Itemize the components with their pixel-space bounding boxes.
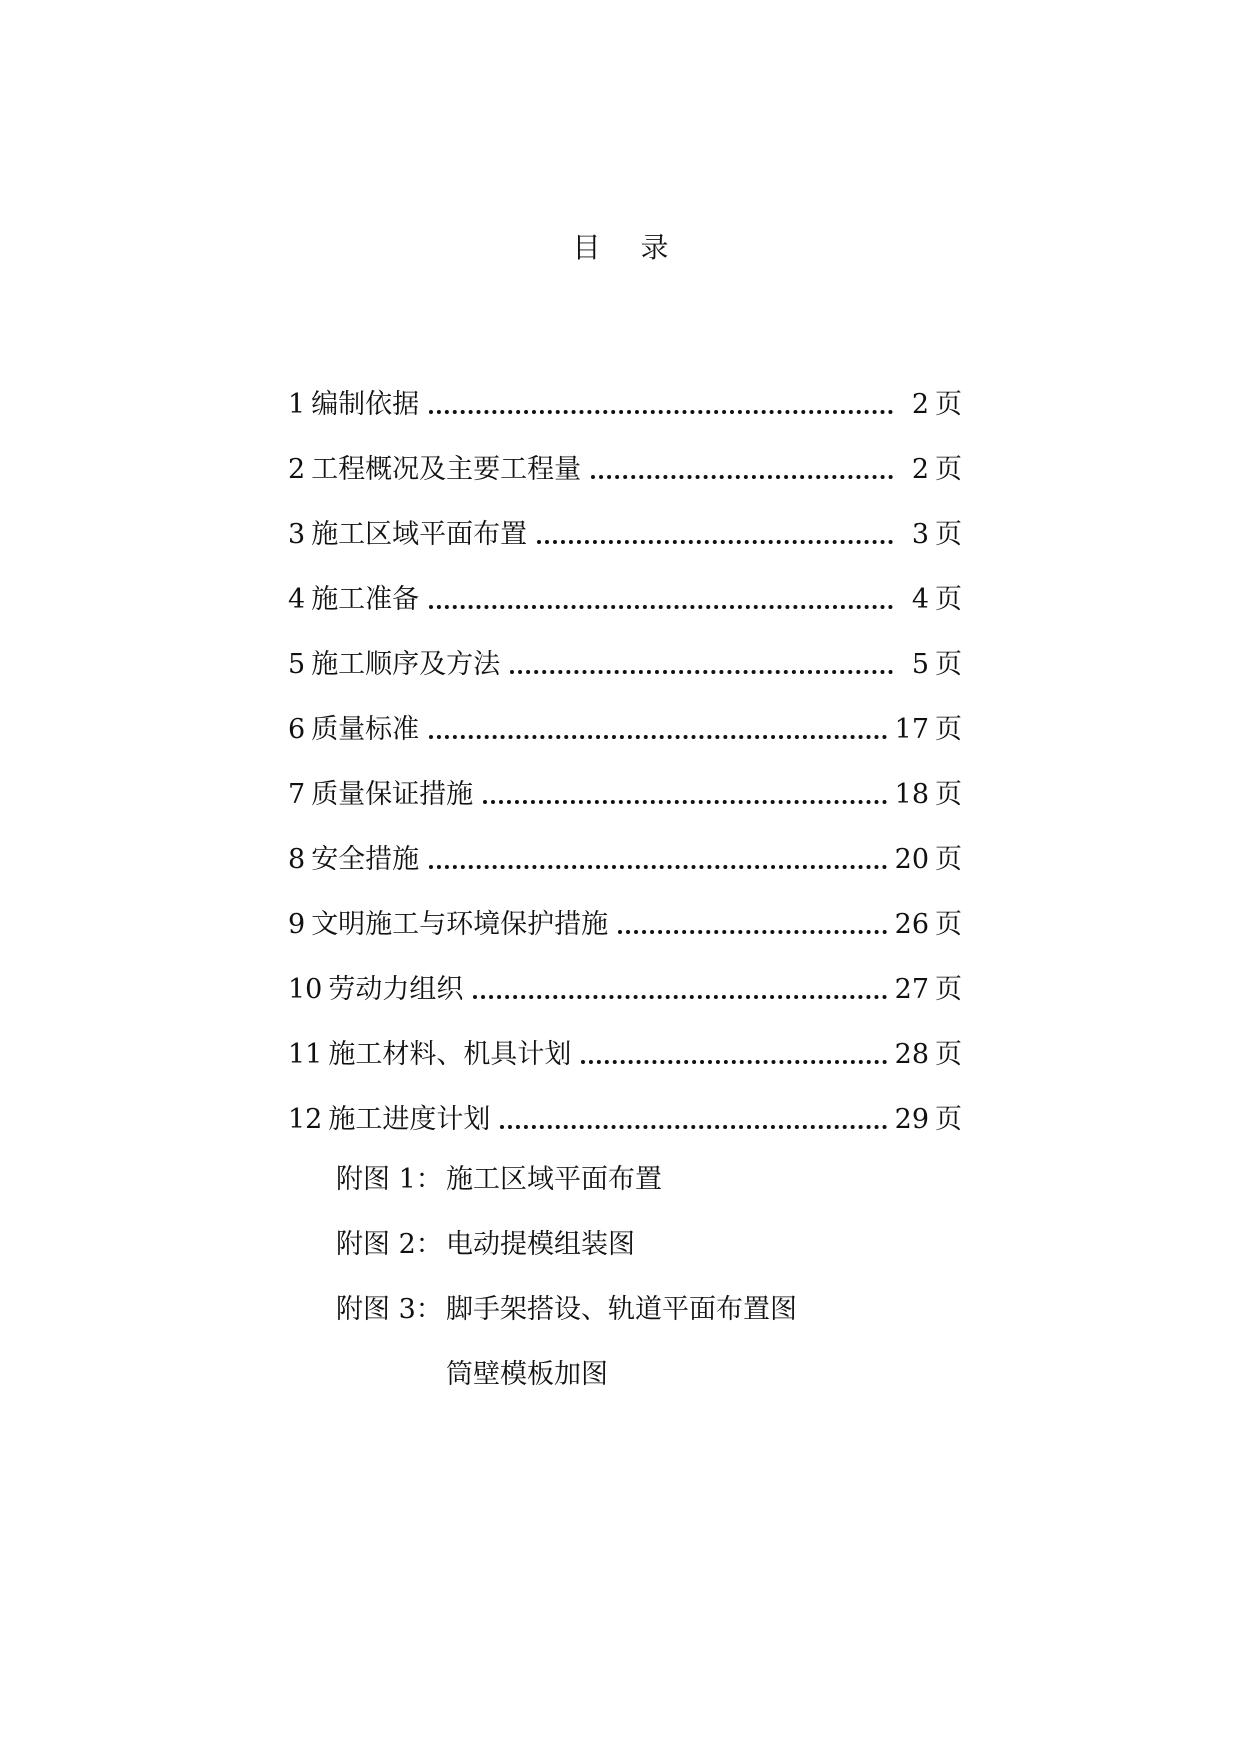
- toc-entry-title: 编制依据: [311, 389, 420, 420]
- dot-leader: [429, 735, 886, 739]
- toc-entry-page-unit: 页: [935, 714, 962, 745]
- toc-entry-number: 5: [288, 649, 306, 680]
- toc-entry[interactable]: [288, 685, 962, 750]
- dot-leader: [429, 865, 886, 869]
- toc-entry-title: 工程概况及主要工程量: [311, 454, 582, 485]
- toc-entry-page-unit: 页: [935, 389, 962, 420]
- toc-entry-page-unit: 页: [935, 974, 962, 1005]
- toc-entry[interactable]: [288, 620, 962, 685]
- toc-entry-title: 施工顺序及方法: [311, 649, 501, 680]
- dot-leader: [483, 800, 886, 804]
- toc-entry-number: 1: [288, 389, 306, 420]
- toc-entry-page-unit: 页: [935, 1104, 962, 1135]
- toc-entry-title: 施工进度计划: [328, 1104, 491, 1135]
- toc-entry-number: 9: [288, 909, 306, 940]
- toc-entry-page-unit: 页: [935, 779, 962, 810]
- toc-entry-page-unit: 页: [935, 519, 962, 550]
- appendix-title: 电动提模组装图: [446, 1229, 635, 1260]
- toc-entry-number: 8: [288, 844, 306, 875]
- toc-entry-number: 2: [288, 454, 306, 485]
- toc-entry[interactable]: [288, 1010, 962, 1075]
- toc-entry-page-unit: 页: [935, 844, 962, 875]
- toc-entry[interactable]: [288, 945, 962, 1010]
- toc-entry-title: 施工区域平面布置: [311, 519, 528, 550]
- dot-leader: [429, 605, 893, 609]
- toc-entry-title: 施工准备: [311, 584, 420, 615]
- toc-entry-number: 7: [288, 779, 306, 810]
- toc-entry-title: 安全措施: [311, 844, 420, 875]
- toc-entry[interactable]: [288, 490, 962, 555]
- dot-leader: [500, 1125, 886, 1129]
- toc-entry-page: 28: [894, 1039, 929, 1070]
- toc-entry-number: 11: [288, 1039, 323, 1070]
- toc-entry-number: 3: [288, 519, 306, 550]
- toc-entry[interactable]: [288, 360, 962, 425]
- appendix-prefix: 附图 2：: [336, 1229, 443, 1260]
- toc-entry-number: 12: [288, 1104, 323, 1135]
- toc-entry-title: 施工材料、机具计划: [328, 1039, 572, 1070]
- toc-entry-title: 文明施工与环境保护措施: [311, 909, 609, 940]
- toc-entry-page: 29: [894, 1104, 929, 1135]
- toc-entry-page-unit: 页: [935, 909, 962, 940]
- toc-entry-page-unit: 页: [935, 1039, 962, 1070]
- appendix-item[interactable]: [336, 1135, 1036, 1200]
- toc-entry-page: 5: [911, 649, 929, 680]
- page-title: [0, 228, 1241, 268]
- toc-entry-title: 质量保证措施: [311, 779, 474, 810]
- toc-entry[interactable]: [288, 1075, 962, 1140]
- dot-leader: [473, 995, 886, 999]
- toc-entry[interactable]: [288, 880, 962, 945]
- dot-leader: [591, 475, 893, 479]
- toc-entry[interactable]: [288, 425, 962, 490]
- toc-entry-page: 20: [894, 844, 929, 875]
- toc-entry-number: 10: [288, 974, 323, 1005]
- toc-entry-number: 6: [288, 714, 306, 745]
- toc-entry-page-unit: 页: [935, 454, 962, 485]
- title-char-1: 目: [572, 231, 601, 264]
- toc-entry-title: 质量标准: [311, 714, 420, 745]
- toc-entry-page: 2: [911, 389, 929, 420]
- toc-entry-page: 26: [894, 909, 929, 940]
- appendix-prefix: 附图 3：: [336, 1294, 443, 1325]
- appendix-list: [336, 1135, 1036, 1395]
- toc-entry-page: 27: [894, 974, 929, 1005]
- dot-leader: [537, 540, 893, 544]
- appendix-title: 筒壁模板加图: [446, 1359, 608, 1390]
- toc-entry-page: 2: [911, 454, 929, 485]
- toc-entry-page-unit: 页: [935, 584, 962, 615]
- toc-entry-page: 3: [911, 519, 929, 550]
- appendix-prefix: 附图 1：: [336, 1164, 443, 1195]
- toc-entry-number: 4: [288, 584, 306, 615]
- toc-entry-page-unit: 页: [935, 649, 962, 680]
- toc-entry[interactable]: [288, 815, 962, 880]
- appendix-item[interactable]: [336, 1200, 1036, 1265]
- appendix-title: 施工区域平面布置: [446, 1164, 662, 1195]
- dot-leader: [429, 410, 893, 414]
- toc-entry[interactable]: [288, 750, 962, 815]
- appendix-item[interactable]: [336, 1265, 1036, 1330]
- toc-entry-page: 4: [911, 584, 929, 615]
- toc-entry-title: 劳动力组织: [328, 974, 464, 1005]
- dot-leader: [510, 670, 893, 674]
- dot-leader: [581, 1060, 886, 1064]
- title-char-2: 录: [640, 231, 669, 264]
- appendix-item-continuation[interactable]: [336, 1330, 1036, 1395]
- toc-entry-page: 17: [894, 714, 929, 745]
- toc-entry[interactable]: [288, 555, 962, 620]
- dot-leader: [618, 930, 886, 934]
- appendix-title: 脚手架搭设、轨道平面布置图: [446, 1294, 797, 1325]
- table-of-contents: [288, 360, 962, 1140]
- toc-entry-page: 18: [894, 779, 929, 810]
